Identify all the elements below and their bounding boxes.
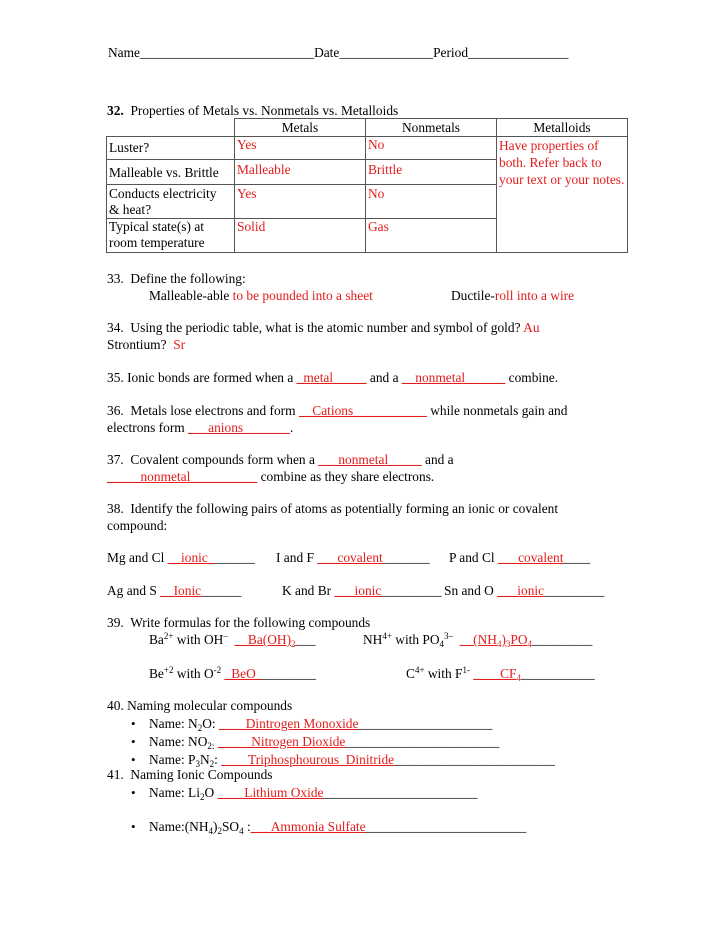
q40-item-p3n2: Name: $P_3N_2$: ____Triphosphourous Dinitride________________________ bbox=[149, 752, 555, 769]
cell-state-metals: Solid bbox=[235, 219, 366, 253]
q41-title: 41. Naming Ionic Compounds bbox=[107, 767, 273, 782]
cell-conducts-metals: Yes bbox=[235, 185, 366, 219]
q37-line2: _____nonmetal__________ combine as they share electrons. bbox=[107, 469, 435, 484]
q39-question: 39. Write formulas for the following compounds bbox=[107, 615, 371, 630]
q40-item-n2o: Name: $N_2O$: ____Dintrogen Monoxide____________________ bbox=[149, 716, 493, 733]
bullet-icon: • bbox=[131, 734, 136, 749]
q39-c-f: $C^{4+}$ with $F^{1-}$ $\_\_\_\_CF_4\_\_\_\_\_\_\_\_\_\_\_$ bbox=[406, 665, 595, 683]
q40-item-no2: Name: $NO_{2:}$ _____Nitrogen Dioxide_______________________ bbox=[149, 734, 500, 751]
q33-question: 33. Define the following: bbox=[107, 271, 246, 286]
q38-pair-sn-o: Sn and O ___ionic_________ bbox=[444, 583, 605, 598]
col-header-metalloids: Metalloids bbox=[497, 119, 628, 137]
q40-title: 40. Naming molecular compounds bbox=[107, 698, 293, 713]
cell-malleable-metals: Malleable bbox=[235, 160, 366, 185]
q32-title: 32. Properties of Metals vs. Nonmetals vs. Metalloids bbox=[107, 103, 399, 118]
header-line: Name__________________________Date______________Period_______________ bbox=[108, 45, 569, 60]
row-label-state: Typical state(s) at room temperature bbox=[107, 219, 235, 253]
q36-line1: 36. Metals lose electrons and form __Cations___________ while nonmetals gain and bbox=[107, 403, 568, 418]
col-header-metals: Metals bbox=[235, 119, 366, 137]
q38-pair-mg-cl: Mg and Cl __ionic_______ bbox=[107, 550, 255, 565]
row-label-conducts: Conducts electricity & heat? bbox=[107, 185, 235, 219]
q38-line2: compound: bbox=[107, 518, 168, 533]
row-label-malleable: Malleable vs. Brittle bbox=[107, 160, 235, 185]
q38-line1: 38. Identify the following pairs of atoms as potentially forming an ionic or covalent bbox=[107, 501, 559, 516]
q41-item-nh4-2so4: $Name:(NH_4)_2SO_4$ :___Ammonia Sulfate________________________ bbox=[149, 819, 527, 836]
q38-pair-ag-s: Ag and S __Ionic______ bbox=[107, 583, 242, 598]
cell-metalloids-answer: Have properties of both. Refer back to your text or your notes. bbox=[497, 137, 628, 253]
q39-nh4-po4: $NH^{4+}$ with $PO_4^{3-}$ $\_\_(NH_4)_3PO_4\_\_\_\_\_\_\_\_\_$ bbox=[363, 631, 593, 649]
properties-table bbox=[106, 118, 628, 253]
table-corner bbox=[107, 119, 235, 137]
cell-conducts-nonmetals: No bbox=[366, 185, 497, 219]
q34-line2: Strontium? Sr bbox=[107, 337, 186, 352]
cell-state-nonmetals: Gas bbox=[366, 219, 497, 253]
bullet-icon: • bbox=[131, 716, 136, 731]
q41-item-li2o: Name: $Li_2O$ ____Lithium Oxide_______________________ bbox=[149, 785, 478, 802]
row-label-luster: Luster? bbox=[107, 137, 235, 160]
colon-text: : bbox=[243, 819, 251, 834]
q37-line1: 37. Covalent compounds form when a ___nonmetal_____ and a bbox=[107, 452, 454, 467]
q39-ba-oh: $Ba^{2+}$ with OH– $\_\_Ba(OH)_2\_\_\_$ bbox=[149, 631, 316, 649]
q39-be-o: $Be^{+2}$ with $O^{-2}$ _BeO_________ bbox=[149, 665, 316, 681]
so4-subscript: 4 bbox=[239, 826, 244, 836]
q38-pair-k-br: K and Br ___ionic_________ bbox=[282, 583, 442, 598]
cell-malleable-nonmetals: Brittle bbox=[366, 160, 497, 185]
bullet-icon: • bbox=[131, 819, 136, 834]
bullet-icon: • bbox=[131, 785, 136, 800]
q38-pair-p-cl: P and Cl ___covalent____ bbox=[449, 550, 591, 565]
q36-line2: electrons form ___anions_______. bbox=[107, 420, 294, 435]
col-header-nonmetals: Nonmetals bbox=[366, 119, 497, 137]
q33-malleable: Malleable-able to be pounded into a sheet bbox=[149, 288, 373, 303]
q35-line: 35. Ionic bonds are formed when a _metal_____ and a __nonmetal______ combine. bbox=[107, 370, 559, 385]
q38-pair-i-f: I and F ___covalent_______ bbox=[276, 550, 430, 565]
cell-luster-nonmetals: No bbox=[366, 137, 497, 160]
q33-ductile: Ductile-roll into a wire bbox=[451, 288, 575, 303]
cell-luster-metals: Yes bbox=[235, 137, 366, 160]
q34-line1: 34. Using the periodic table, what is the atomic number and symbol of gold? Au bbox=[107, 320, 540, 335]
bullet-icon: • bbox=[131, 752, 136, 767]
